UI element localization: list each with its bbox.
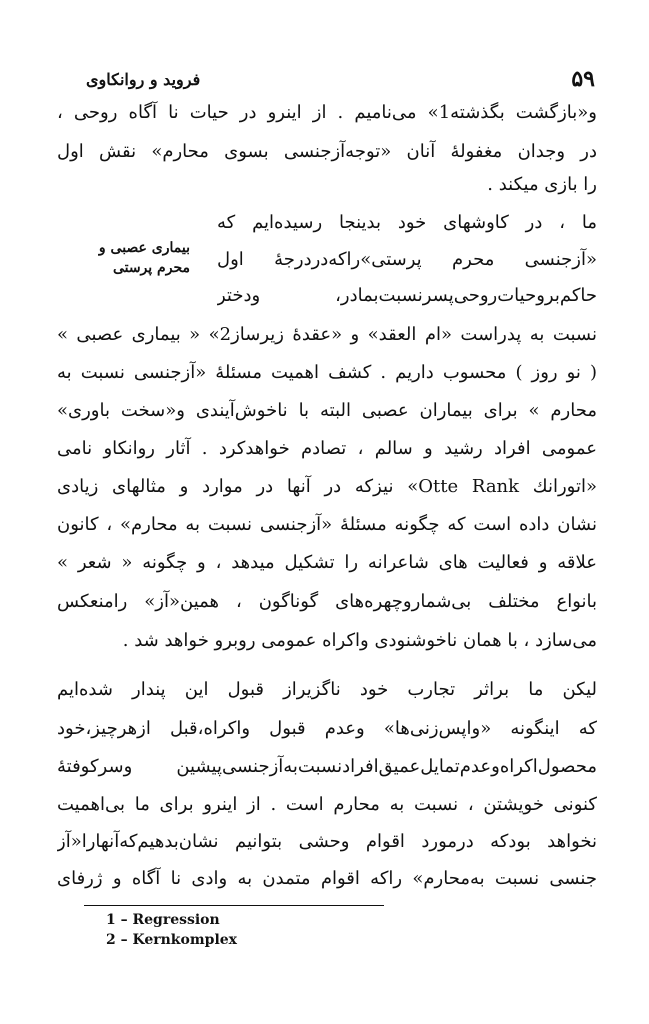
text-line: نخواهد بودکه درمورد اقوام وحشی بتوانیم نشان‌بدهیم‌که‌آنهارا«آز: [57, 831, 597, 852]
text-line: کنونی خویشتن ، نسبت به محارم است . از اینرو برای ما بی‌اهمیت: [57, 794, 597, 815]
text-line: می‌سازد ، با همان ناخوشنودی واکراه عمومی روبرو خواهد شد .: [122, 630, 597, 651]
running-title: فروید و روانکاوی: [86, 70, 201, 89]
footnote: 1 – Regression: [106, 912, 220, 928]
footnote: 2 – Kernkomplex: [106, 932, 238, 948]
text-line: در وجدان مغفولۀ آنان «توجه‌آزجنسی بسوی محارم» نقش اول: [57, 141, 597, 162]
text-line: محصول‌اکراه‌وعدم‌تمایل‌عمیق‌افراد‌نسبت‌به‌آزجنسی‌پیشین وسرکوفتۀ: [57, 756, 597, 777]
text-line: نشان داده است که چگونه مسئلۀ «آزجنسی نسبت به محارم» ، کانون: [57, 514, 597, 535]
margin-note: بیماری عصبی و محرم پرستی: [98, 240, 190, 276]
text-line: و«بازگشت بگذشته1» می‌نامیم . از اینرو در حیات نا آگاه روحی ،: [57, 102, 597, 123]
text-line: حاکم‌بروحیات‌روحی‌پسرنسبت‌بمادر، ودختر: [217, 285, 597, 306]
text-line: عمومی افراد رشید و سالم ، تصادم خواهدکرد . آثار روانکاو نامی: [57, 438, 597, 459]
text-line: جنسی نسبت به‌محارم» راکه اقوام متمدن به وادی نا آگاه و ژرفای: [57, 868, 597, 889]
text-line: نسبت به پدراست «ام العقد» و «عقدۀ زیرساز2» « بیماری عصبی »: [57, 324, 597, 345]
text-line: لیکن ما براثر تجارب خود ناگزیراز قبول این پندار شده‌ایم: [57, 679, 597, 700]
text-line: بانواع مختلف بی‌شماروچهره‌های گوناگون ، همین«آز» رامنعکس: [57, 591, 597, 612]
footnote-divider: [84, 905, 384, 906]
text-line: علاقه و فعالیت های شاعرانه را تشکیل میدهد ، و چگونه « شعر »: [57, 552, 597, 573]
text-line: «اتورانك Otte Rank» نیزکه در آنها در موارد و مثالهای زیادی: [57, 476, 597, 497]
text-line: را بازی میکند .: [487, 174, 597, 195]
text-line: «آزجنسی محرم پرستی»راکه‌دردرجۀ اول: [217, 249, 597, 270]
text-line: که اینگونه «واپس‌زنی‌ها» وعدم قبول واکراه،قبل ازهرچیز،خود: [57, 718, 597, 739]
text-line: محارم » برای بیماران عصبی البته با ناخوش‌آیندی و«سخت باوری»: [57, 400, 597, 421]
text-line: ما ، در کاوشهای خود بدینجا رسیده‌ایم که: [217, 212, 597, 233]
page-number: ۵۹: [571, 66, 595, 92]
text-line: ( نو روز ) محسوب داریم . کشف اهمیت مسئلۀ «آزجنسی نسبت به: [57, 362, 597, 383]
